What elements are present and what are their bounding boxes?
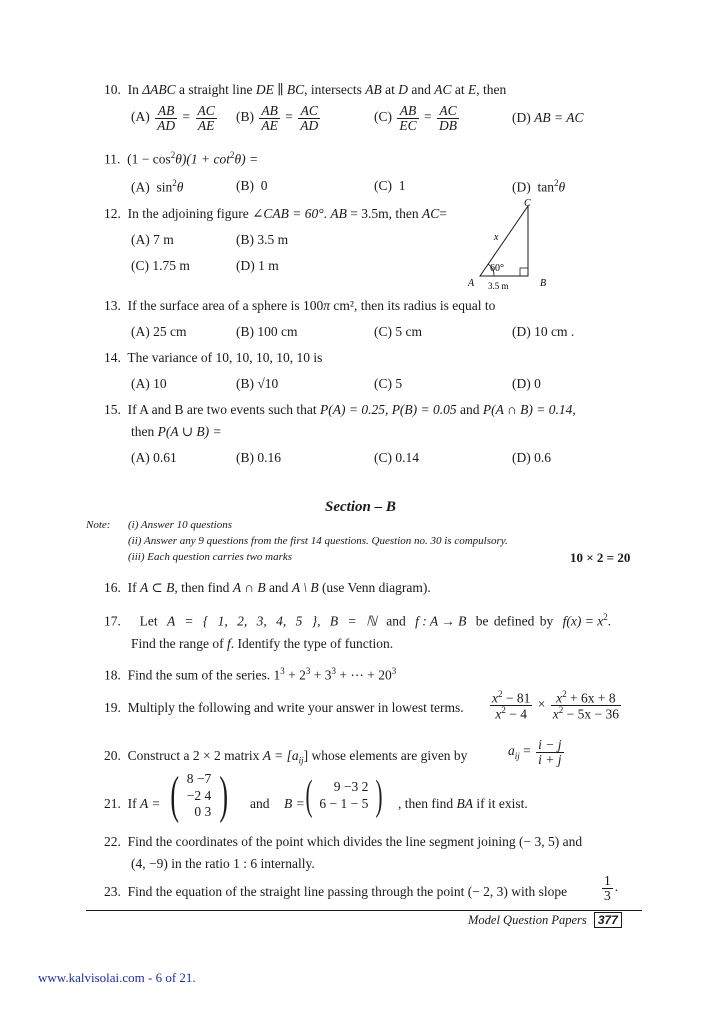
question-21 [104, 796, 161, 812]
question-number: 19. [104, 700, 121, 715]
option-label: (C) [374, 178, 392, 193]
q12-option-a: (A) 7 m [131, 232, 174, 247]
math: AB [365, 82, 382, 97]
text: If A and B are two events such that [127, 402, 317, 417]
math: √10 [257, 376, 279, 391]
text: Find the range of [131, 636, 224, 651]
math: sin [156, 179, 173, 195]
text: at [385, 82, 395, 97]
right-triangle-figure [460, 196, 550, 292]
fraction: $\frac{AC}{AD}$ [300, 103, 319, 133]
math: ∥ [277, 82, 284, 97]
text: and [250, 796, 270, 811]
section-marks: 10 × 2 = 20 [570, 550, 631, 565]
text: Construct a 2 × 2 matrix [127, 748, 260, 763]
text: . Identify the type of function. [230, 636, 394, 651]
exponent: 3 [305, 666, 311, 676]
question-16 [104, 580, 431, 596]
text: If the surface area of a sphere is 100 [127, 298, 324, 313]
text: cm², then its radius is equal to [333, 298, 496, 313]
fraction: $\frac{1}{3}$ [604, 873, 611, 903]
angle-label: 60° [490, 263, 504, 274]
option-label: (D) [512, 179, 531, 195]
math: = [182, 109, 191, 125]
text: = 3.5m, then [350, 206, 419, 221]
question-19 [104, 700, 464, 716]
q14-option-c: (C) 5 [374, 376, 403, 391]
math: θ [558, 179, 566, 195]
fraction: $\frac{AB}{EC}$ [399, 103, 417, 133]
math: 1 [398, 178, 406, 193]
math: ] [303, 748, 309, 763]
math: × [537, 696, 546, 712]
q13-option-b: (B) 100 cm [236, 324, 298, 339]
fraction: $\frac{x^2 - 81}{x^2 - 4}$ [492, 689, 531, 722]
math: A = { 1, 2, 3, 4, 5 }, [167, 613, 321, 629]
option-label: (A) [131, 109, 150, 125]
math: A \ B [291, 580, 319, 595]
q14-option-d: (D) 0 [512, 376, 541, 391]
matrix-row: 0 3 [194, 804, 212, 820]
exponent: 2 [229, 150, 235, 160]
math: P(A ∩ B) = 0.14, [482, 402, 576, 417]
question-17 [104, 612, 611, 630]
question-22 [104, 834, 582, 850]
right-paren-icon: ) [218, 767, 228, 824]
text: If [127, 580, 137, 595]
matrix-b [302, 775, 386, 817]
q12-option-d: (D) 1 m [236, 258, 279, 273]
question-number: 22. [104, 834, 121, 849]
exponent: 2 [170, 150, 176, 160]
math: ΔABC [142, 82, 176, 97]
question-number: 23. [104, 884, 121, 899]
text: . [607, 613, 612, 629]
text: and [268, 580, 289, 595]
math: AB [330, 206, 347, 221]
matrix-row: 6 − 1 − 5 [319, 796, 369, 811]
q12-option-b: (B) 3.5 m [236, 232, 289, 247]
math: A ∩ B [232, 580, 266, 595]
source-link[interactable]: www.kalvisolai.com - 6 of 21. [38, 970, 196, 985]
q11-option-d [512, 178, 565, 196]
vertex-label-a: A [468, 278, 475, 289]
exponent: 2 [554, 178, 559, 188]
math: π [323, 298, 331, 313]
option-label: (A) [131, 179, 150, 195]
math: E [468, 82, 477, 97]
left-paren-icon: ( [305, 773, 313, 819]
vertex-label-b: B [540, 278, 547, 289]
math: BA [456, 796, 473, 811]
q10-option-d [512, 110, 583, 126]
math: a [508, 743, 515, 759]
text: (use Venn diagram). [321, 580, 431, 595]
q10-option-b [236, 104, 322, 132]
question-number: 10. [104, 82, 121, 97]
text: Let [139, 613, 158, 629]
matrix-row: 9 −3 2 [333, 779, 369, 795]
math: tan [537, 179, 554, 195]
exponent: 3 [391, 666, 397, 676]
text: whose elements are given by [311, 748, 468, 763]
math: B = ℕ [329, 613, 377, 629]
matrix-row: 8 −7 [186, 770, 212, 786]
fraction: $\frac{AB}{AD}$ [157, 103, 176, 133]
q13-option-d: (D) 10 cm . [512, 324, 575, 339]
math: 0 [260, 178, 268, 193]
text: and [386, 613, 406, 629]
text: , intersects [304, 82, 362, 97]
question-17-line2 [131, 636, 393, 652]
q11-option-c [374, 178, 406, 194]
math: = [424, 109, 432, 125]
math: DE [255, 82, 274, 97]
q15-option-d: (D) 0.6 [512, 450, 551, 465]
math: ij [298, 755, 304, 766]
question-number: 15. [104, 402, 121, 417]
math: f(x) = x [562, 613, 604, 629]
option-label: (B) [236, 376, 254, 391]
math: (1 − cos [127, 151, 171, 167]
exponent: 2 [172, 178, 177, 188]
running-footer [468, 912, 622, 928]
page-number: 377 [594, 912, 622, 928]
math: A ⊂ B [140, 580, 175, 595]
question-number: 20. [104, 748, 121, 763]
matrix-rows [319, 779, 368, 813]
math: ij [514, 750, 520, 761]
q15-option-b: (B) 0.16 [236, 450, 281, 465]
math: AC [422, 206, 440, 221]
matrix-row: −2 4 [186, 787, 212, 803]
q12-option-c: (C) 1.75 m [131, 258, 190, 273]
math: + ⋯ + 20 [335, 667, 392, 683]
q21-tail [398, 796, 528, 812]
math: P(A ∪ B) = [157, 424, 222, 439]
text: , then [476, 82, 507, 97]
text: The variance of 10, 10, 10, 10, 10 is [127, 350, 323, 365]
triangle-shape [480, 206, 528, 276]
note-3: (iii) Each question carries two marks [128, 551, 293, 563]
math: θ)(1 + cot [175, 151, 230, 167]
q14-option-a: (A) 10 [131, 376, 167, 391]
question-number: 17. [104, 613, 121, 629]
math: A = [140, 796, 161, 811]
q15-option-a: (A) 0.61 [131, 450, 177, 465]
q19-expression [488, 690, 623, 721]
question-number: 13. [104, 298, 121, 313]
question-10 [104, 82, 506, 98]
question-number: 14. [104, 350, 121, 365]
exponent: 3 [331, 666, 336, 676]
question-11 [104, 150, 258, 168]
text: at [454, 82, 465, 97]
side-label-x: x [494, 232, 499, 243]
exponent: 3 [280, 666, 285, 676]
matrix-a [166, 767, 232, 824]
note-label: Note: [86, 519, 111, 531]
text: , then find [174, 580, 230, 595]
text: a straight line [179, 82, 253, 97]
fraction: $\frac{AC}{DB}$ [439, 103, 458, 133]
right-angle-marker [520, 268, 528, 276]
question-12 [104, 206, 447, 222]
math: D [398, 82, 409, 97]
note-2: (ii) Answer any 9 questions from the first 14 questions. Question no. 30 is compulsory. [128, 535, 508, 547]
left-paren-icon: ( [170, 767, 179, 824]
math: B = [284, 796, 305, 811]
question-number: 11. [104, 151, 121, 167]
option-label: (B) [236, 109, 254, 125]
math: = [523, 743, 531, 759]
math: = [285, 109, 293, 125]
question-18 [104, 666, 396, 684]
q11-option-a [131, 178, 183, 196]
question-number: 12. [104, 206, 121, 221]
q13-option-c: (C) 5 cm [374, 324, 422, 339]
running-title: Model Question Papers [468, 913, 587, 927]
math: + 3 [310, 667, 332, 683]
vertex-label-c: C [524, 198, 531, 209]
text: be defined by [475, 613, 554, 629]
math: θ) = [234, 151, 259, 167]
math: ∠CAB = 60° [252, 206, 324, 221]
note-1: (i) Answer 10 questions [128, 519, 232, 531]
q13-option-a: (A) 25 cm [131, 324, 187, 339]
math: f [226, 636, 231, 651]
question-23 [104, 884, 567, 900]
q10-option-c [374, 104, 461, 132]
text: . [323, 206, 328, 221]
text: Find the equation of the straight line passing through the point (− 2, 3) with slope [127, 884, 568, 899]
question-22-line2: (4, −9) in the ratio 1 : 6 internally. [131, 856, 315, 871]
question-20 [104, 748, 467, 766]
question-number: 18. [104, 667, 121, 683]
fraction: $\frac{i - j}{i + j}$ [538, 737, 562, 767]
matrix-rows [187, 771, 212, 822]
base-label: 3.5 m [488, 281, 509, 291]
text: if it exist. [476, 796, 528, 811]
text: = [439, 206, 447, 221]
q20-formula [508, 738, 566, 766]
fraction: $\frac{AC}{AE}$ [197, 103, 215, 133]
text: and [411, 82, 431, 97]
text: Multiply the following and write your answer in lowest terms. [127, 700, 464, 715]
question-number: 16. [104, 580, 121, 595]
math: + 2 [284, 667, 306, 683]
text: then [131, 424, 155, 439]
text: and [460, 402, 480, 417]
option-label: (C) [374, 109, 392, 125]
question-15 [104, 402, 576, 418]
text: In [127, 82, 139, 97]
question-14 [104, 350, 322, 366]
math: f : A → B [415, 613, 467, 629]
fraction: $\frac{x^2 + 6x + 8}{x^2 - 5x - 36}$ [552, 689, 619, 722]
footer-rule [86, 910, 642, 911]
math: P(A) = 0.25, P(B) = 0.05 [319, 402, 457, 417]
q23-slope: $\frac{1}{3}$ . [604, 873, 619, 903]
text: Find the sum of the series. 1 [127, 667, 281, 683]
math: BC [286, 82, 305, 97]
text: In the adjoining figure [127, 206, 249, 221]
option-label: (B) [236, 178, 254, 193]
q14-option-b [236, 376, 278, 392]
q10-option-a [131, 104, 219, 132]
question-13 [104, 298, 495, 314]
math: AB = AC [534, 110, 584, 125]
right-paren-icon: ) [375, 773, 383, 819]
text: Find the coordinates of the point which divides the line segment joining (− 3, 5) and [127, 834, 583, 849]
text: , then find [398, 796, 454, 811]
option-label: (D) [512, 110, 531, 125]
question-number: 21. [104, 796, 121, 811]
math: A = [a [262, 748, 299, 763]
exponent: 2 [603, 612, 608, 622]
q15-option-c: (C) 0.14 [374, 450, 419, 465]
text: If [127, 796, 137, 811]
section-title: Section – B [325, 499, 396, 515]
question-15-line2 [131, 424, 222, 440]
fraction: $\frac{AB}{AE}$ [261, 103, 278, 133]
math: θ [176, 179, 184, 195]
math: AC [434, 82, 452, 97]
q11-option-b [236, 178, 268, 194]
